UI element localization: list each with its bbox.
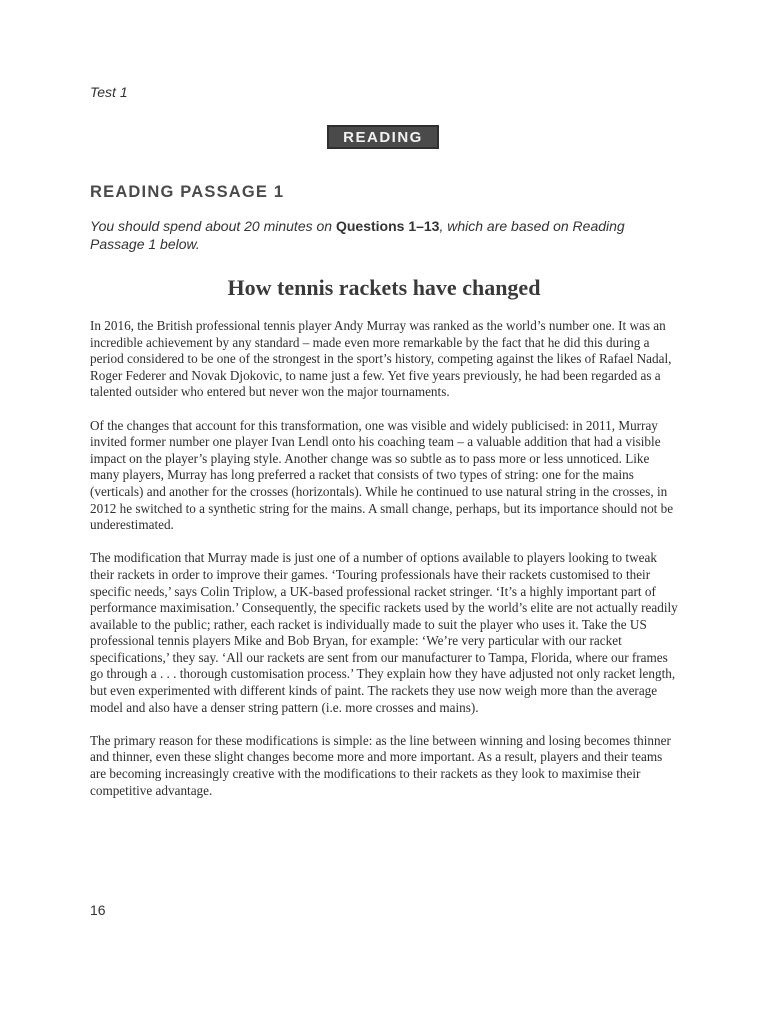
- paragraph: In 2016, the British professional tennis player Andy Murray was ranked as the world’s number one. It was an incredible achievement by any standard – made even more remarkable by the fact that he did this during a period considered to be one of the strongest in the sport’s history, competing against the likes of Rafael Nadal, Roger Federer and Novak Djokovic, to name just a few. Yet five years previously, he had been regarded as a talented outsider who entered but never won the major tournaments.: [90, 318, 672, 400]
- paragraph: Of the changes that account for this transformation, one was visible and widely publicised: in 2011, Murray invited former number one player Ivan Lendl onto his coaching team – a valuable addition that had a visible impact on the player’s playing style. Another change was so subtle as to pass more or less unnoticed. Like many players, Murray has long preferred a racket that consists of two types of string: one for the mains (verticals) and another for the crosses (horizontals). While he continued to use natural string in the crosses, in 2012 he switched to a synthetic string for the mains. A small change, perhaps, but its importance should not be underestimated.: [90, 417, 674, 533]
- passage-heading: READING PASSAGE 1: [90, 183, 285, 201]
- article-body: [90, 318, 680, 816]
- instructions: [90, 217, 680, 253]
- article-title: How tennis rackets have changed: [227, 275, 541, 300]
- paragraph: The modification that Murray made is just one of a number of options available to players looking to tweak their rackets in order to improve their games. ‘Touring professionals have their rackets customised to their specific needs,’ says Colin Triplow, a UK-based professional racket stringer. ‘It’s a highly important part of performance maximisation.’ Consequently, the specific rackets used by the world’s elite are not actually readily available to the public; rather, each racket is individually made to suit the player who uses it. Take the US professional tennis players Mike and Bob Bryan, for example: ‘We’re very particular with our racket specifications,’ they say. ‘All our rackets are sent from our manufacturer to Tampa, Florida, where our frames go through a . . . thorough customisation process.’ They explain how they have adjusted not only racket length, but even experimented with different kinds of paint. The rackets they use now weigh more than the average model and also have a denser string pattern (i.e. more crosses and mains).: [90, 550, 678, 715]
- section-banner: [327, 125, 439, 149]
- test-label: Test 1: [90, 84, 128, 100]
- instructions-questions-range: Questions 1–13: [335, 218, 440, 234]
- page-number: 16: [90, 902, 106, 918]
- instructions-text-end: , which are based on Reading Passage 1 below.: [90, 218, 625, 252]
- instructions-text-start: You should spend about 20 minutes on: [90, 218, 336, 234]
- section-banner-label: READING: [343, 128, 423, 146]
- paragraph: The primary reason for these modifications is simple: as the line between winning and losing becomes thinner and thinner, even these slight changes become more and more important. As a result, players and their teams are becoming increasingly creative with the modifications to their rackets as they look to maximise their competitive advantage.: [90, 732, 671, 798]
